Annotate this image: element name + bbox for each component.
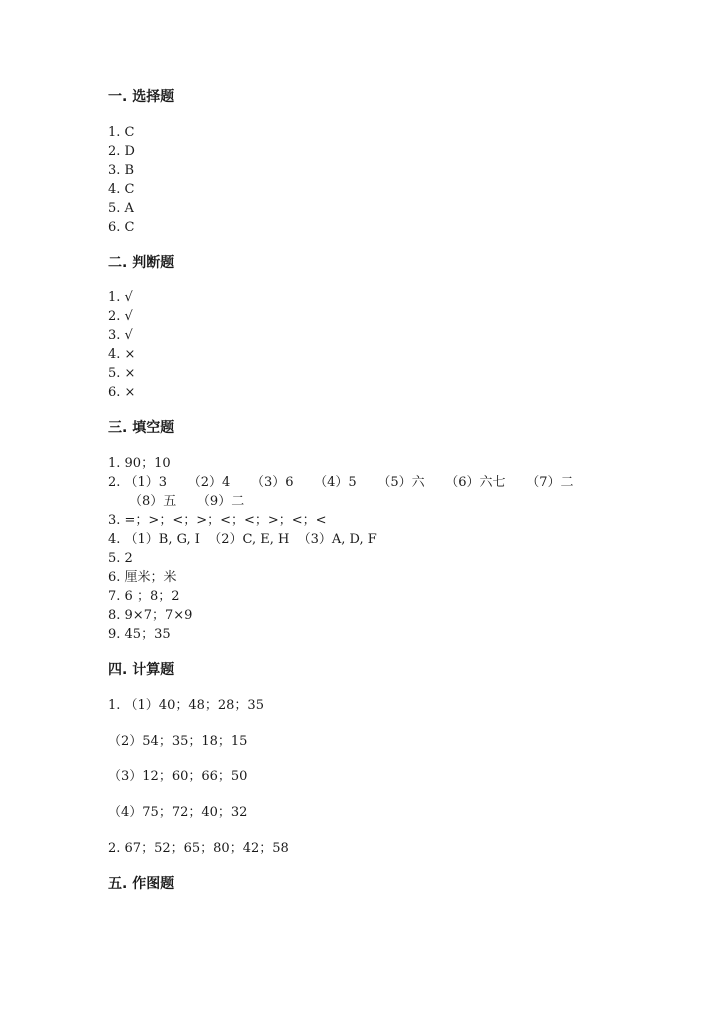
answer-line: 1. （1）40；48；28；35 [108, 698, 264, 713]
answer-line: 1. 90；10 [108, 456, 171, 471]
answer-line: 2. 67；52；65；80；42；58 [108, 841, 289, 856]
answer-line: 6. × [108, 385, 136, 400]
answer-line: 8. 9×7；7×9 [108, 608, 193, 623]
answer-line: 9. 45；35 [108, 627, 171, 642]
answer-line: 2. D [108, 144, 135, 159]
answer-line: （2）54；35；18；15 [108, 734, 248, 749]
answer-line: 1. √ [108, 290, 133, 305]
answer-line: 5. A [108, 201, 134, 216]
answer-line: 1. C [108, 125, 135, 140]
answer-line: 6. 厘米；米 [108, 570, 177, 585]
section-title-multiple-choice: 一. 选择题 [108, 89, 175, 105]
answer-line: 3. B [108, 163, 135, 178]
answer-line: （3）12；60；66；50 [108, 769, 248, 784]
answer-line: 3. =；>；<；>；<；<；>；<；< [108, 513, 327, 528]
answer-line: 3. √ [108, 328, 133, 343]
section-title-true-false: 二. 判断题 [108, 255, 175, 271]
answer-line: 5. 2 [108, 551, 133, 566]
answer-line: 7. 6 ；8；2 [108, 589, 180, 604]
answer-line: 2. （1）3 （2）4 （3）6 （4）5 （5）六 （6）六七 （7）二 [108, 475, 574, 490]
answer-line: 4. C [108, 182, 135, 197]
section-title-fill-blank: 三. 填空题 [108, 420, 175, 436]
section-title-calculation: 四. 计算题 [108, 662, 175, 678]
answer-line: 2. √ [108, 309, 133, 324]
answer-line: 4. （1）B, G, I （2）C, E, H （3）A, D, F [108, 532, 377, 547]
answer-line: （4）75；72；40；32 [108, 805, 248, 820]
answer-line: 5. × [108, 366, 136, 381]
answer-line: 6. C [108, 220, 135, 235]
section-title-drawing: 五. 作图题 [108, 876, 175, 892]
answer-line-continuation: （8）五 （9）二 [129, 494, 245, 509]
answer-line: 4. × [108, 347, 136, 362]
